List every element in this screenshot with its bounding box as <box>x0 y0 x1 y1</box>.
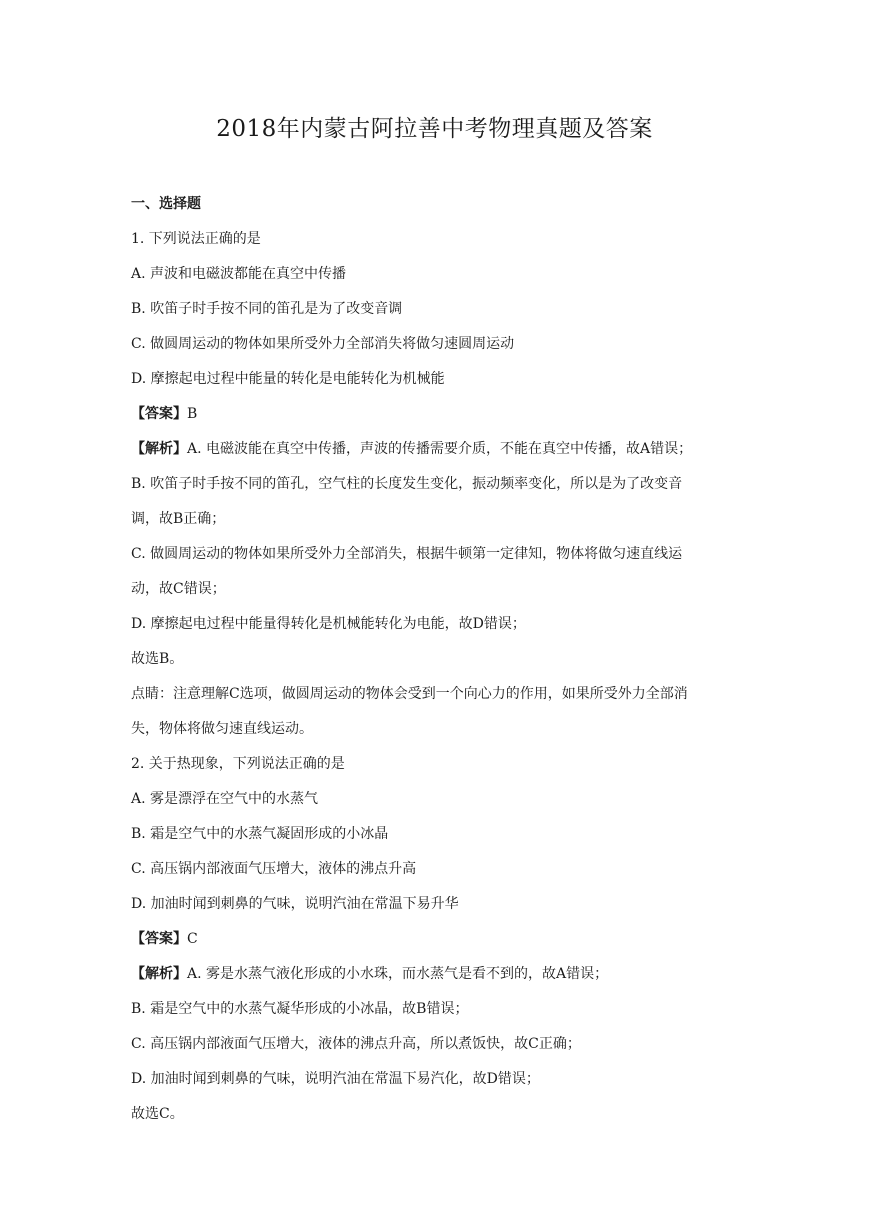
answer-label: 【答案】 <box>131 406 187 422</box>
question-1-option-a: A. 声波和电磁波都能在真空中传播 <box>131 266 347 282</box>
question-1-analysis-line: 动，故C错误； <box>131 581 226 597</box>
question-1-analysis-line <box>131 439 741 459</box>
question-2-analysis-line: C. 高压锅内部液面气压增大，液体的沸点升高，所以煮饭快，故C正确； <box>131 1036 581 1052</box>
question-1-analysis-line: C. 做圆周运动的物体如果所受外力全部消失，根据牛顿第一定律知，物体将做匀速直线运 <box>131 546 683 562</box>
question-2-analysis-line: 故选C。 <box>131 1106 184 1122</box>
question-2-option-b: B. 霜是空气中的水蒸气凝固形成的小冰晶 <box>131 826 389 842</box>
question-2-analysis-line: D. 加油时闻到刺鼻的气味，说明汽油在常温下易汽化，故D错误； <box>131 1071 540 1087</box>
question-2-stem: 2. 关于热现象，下列说法正确的是 <box>131 756 345 772</box>
section-heading: 一、选择题 <box>131 196 201 212</box>
answer-value: B <box>187 406 198 422</box>
question-1-analysis-line: 调，故B正确； <box>131 511 226 527</box>
question-1-analysis-line: B. 吹笛子时手按不同的笛孔，空气柱的长度发生变化，振动频率变化，所以是为了改变音 <box>131 476 683 492</box>
question-2-option-a: A. 雾是漂浮在空气中的水蒸气 <box>131 791 319 807</box>
question-2-answer <box>131 929 741 949</box>
question-2-analysis-line <box>131 964 741 984</box>
question-1-note-line: 点睛：注意理解C选项，做圆周运动的物体会受到一个向心力的作用，如果所受外力全部消 <box>131 686 688 702</box>
answer-value: C <box>187 931 198 947</box>
question-1-answer <box>131 404 741 424</box>
question-1-analysis-line: 故选B。 <box>131 651 184 667</box>
analysis-label: 【解析】 <box>131 441 187 457</box>
question-2-analysis-line: B. 霜是空气中的水蒸气凝华形成的小冰晶，故B错误； <box>131 1001 469 1017</box>
analysis-text: A. 雾是水蒸气液化形成的小水珠，而水蒸气是看不到的，故A错误； <box>187 966 609 982</box>
question-1-option-b: B. 吹笛子时手按不同的笛孔是为了改变音调 <box>131 301 403 317</box>
question-1-analysis-line: D. 摩擦起电过程中能量得转化是机械能转化为电能，故D错误； <box>131 616 526 632</box>
analysis-label: 【解析】 <box>131 966 187 982</box>
document-title: 2018年内蒙古阿拉善中考物理真题及答案 <box>216 116 653 142</box>
question-1-note-line: 失，物体将做匀速直线运动。 <box>131 721 313 737</box>
question-2-option-c: C. 高压锅内部液面气压增大，液体的沸点升高 <box>131 861 417 877</box>
question-1-option-d: D. 摩擦起电过程中能量的转化是电能转化为机械能 <box>131 371 445 387</box>
question-2-option-d: D. 加油时闻到刺鼻的气味，说明汽油在常温下易升华 <box>131 896 459 912</box>
question-1-stem: 1. 下列说法正确的是 <box>131 231 261 247</box>
answer-label: 【答案】 <box>131 931 187 947</box>
analysis-text: A. 电磁波能在真空中传播，声波的传播需要介质，不能在真空中传播，故A错误； <box>187 441 693 457</box>
question-1-option-c: C. 做圆周运动的物体如果所受外力全部消失将做匀速圆周运动 <box>131 336 515 352</box>
